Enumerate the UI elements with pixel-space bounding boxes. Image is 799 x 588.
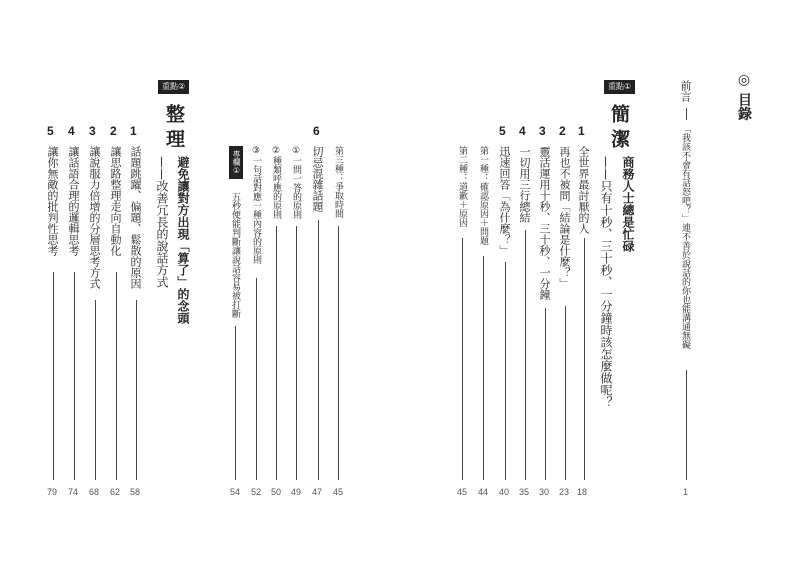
item-number: 2 [110, 124, 117, 138]
item-number: 6 [313, 124, 320, 138]
toc-entry-link[interactable]: 一切用三行總結 [518, 146, 531, 223]
leader-line [545, 308, 546, 480]
item-number: 4 [68, 124, 75, 138]
leader-line [276, 226, 277, 480]
toc-subentry-link[interactable]: 第一種：確認原因＋問題 [478, 146, 488, 245]
leader-line [53, 272, 54, 480]
toc-subentry-link[interactable]: ③一句話對應一種內容的原則 [251, 146, 261, 264]
item-number: 3 [89, 124, 96, 138]
section2-subtitle2: ——改善冗長的說話方式 [155, 156, 169, 288]
leader-line [462, 238, 463, 480]
leader-line [116, 272, 117, 480]
entry-page: 58 [130, 487, 141, 497]
toc-subentry-link[interactable]: 第三種：爭取時間 [333, 146, 343, 218]
section1-badge: 重點① [604, 80, 635, 94]
entry-page: 74 [68, 487, 79, 497]
section2-heading: 整理 [163, 104, 185, 154]
entry-page: 49 [291, 487, 302, 497]
entry-page: 45 [333, 487, 344, 497]
preface-leader-2 [686, 370, 687, 480]
leader-line [525, 230, 526, 480]
entry-page: 50 [271, 487, 282, 497]
toc-subentry-link[interactable]: ②種類呼應的原則 [271, 146, 281, 219]
section1-subtitle: 商務人士總是忙碌 [621, 156, 635, 252]
entry-page: 79 [47, 487, 58, 497]
leader-line [256, 278, 257, 480]
preface-page: 1 [683, 487, 689, 497]
leader-line [483, 256, 484, 480]
entry-page: 23 [559, 487, 570, 497]
leader-line [565, 306, 566, 480]
leader-line [235, 326, 236, 480]
section2-subtitle: 避免讓對方出現「算了」的念頭 [176, 156, 190, 324]
toc-entry-link[interactable]: 切忌混雜話題 [311, 146, 324, 212]
entry-page: 35 [519, 487, 530, 497]
leader-line [95, 300, 96, 480]
leader-line [296, 226, 297, 480]
item-number: 1 [130, 124, 137, 138]
entry-page: 45 [457, 487, 468, 497]
toc-entry-link[interactable]: 靈活運用十秒、三十秒、一分鐘 [538, 146, 551, 300]
leader-line [584, 238, 585, 480]
column-page: 54 [230, 487, 241, 497]
item-number: 5 [47, 124, 54, 138]
preface-label[interactable]: 前言 [679, 80, 692, 102]
preface-leader [686, 108, 687, 120]
entry-page: 62 [110, 487, 121, 497]
leader-line [318, 220, 319, 480]
toc-entry-link[interactable]: 再也不被問「結論是什麼？」 [558, 146, 571, 289]
toc-subentry-link[interactable]: 第二種：道歉＋原因 [457, 146, 467, 227]
entry-page: 30 [539, 487, 550, 497]
entry-page: 44 [478, 487, 489, 497]
preface-text[interactable]: 「我該不會有話怒吧？」連不善於說話的你也能溝通無礙 [680, 124, 690, 349]
toc-entry-link[interactable]: 迅速回答「為什麼？」 [498, 146, 511, 256]
item-number: 3 [539, 124, 546, 138]
entry-page: 68 [89, 487, 100, 497]
toc-entry-link[interactable]: 讓話語合理的邏輯思考 [67, 146, 80, 256]
entry-page: 40 [499, 487, 510, 497]
toc-entry-link[interactable]: 話題跳躍、偏題、鬆散的原因 [129, 146, 142, 289]
leader-line [505, 262, 506, 480]
toc-subentry-link[interactable]: ①一問一答的原則 [291, 146, 301, 219]
item-number: 4 [519, 124, 526, 138]
section2-badge: 重點② [158, 80, 189, 94]
column-entry-link[interactable]: 五秒便能判斷讓說話容易被打斷 [230, 192, 240, 318]
item-number: 1 [578, 124, 585, 138]
entry-page: 47 [312, 487, 323, 497]
leader-line [74, 272, 75, 480]
item-number: 2 [559, 124, 566, 138]
toc-entry-link[interactable]: 讓你無敵的批判性思考 [46, 146, 59, 256]
leader-line [338, 226, 339, 480]
section1-subtitle2: ——只有十秒、三十秒、一分鐘時該怎麼做呢？ [599, 156, 613, 408]
section1-heading: 簡潔 [608, 104, 630, 154]
entry-page: 52 [251, 487, 262, 497]
leader-line [136, 300, 137, 480]
column-badge: 專欄① [229, 146, 243, 179]
toc-entry-link[interactable]: 讓思路整理走向自動化 [109, 146, 122, 256]
toc-entry-link[interactable]: 讓說服力倍增的分層思考方式 [88, 146, 101, 289]
entry-page: 18 [577, 487, 588, 497]
toc-entry-link[interactable]: 全世界最討厭的人 [577, 146, 590, 234]
toc-title: ◎ 目錄 [736, 72, 752, 121]
item-number: 5 [499, 124, 506, 138]
